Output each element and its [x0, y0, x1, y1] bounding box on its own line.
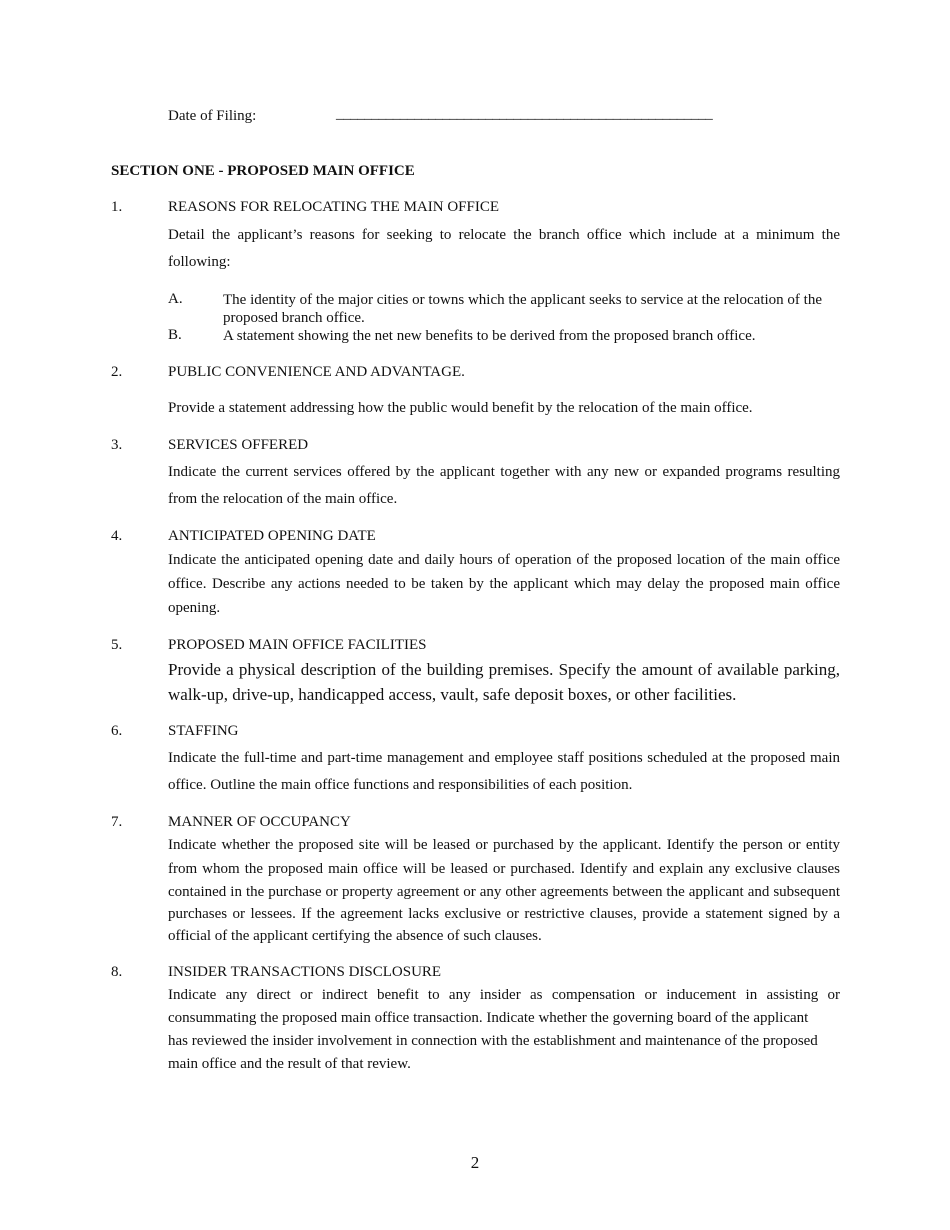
item-heading: SERVICES OFFERED — [168, 437, 309, 453]
item-body-line: Detail the applicant’s reasons for seeking to relocate the branch office which include at a minimum the — [168, 227, 840, 243]
subitem-letter: A. — [168, 291, 183, 307]
subitem-text: A statement showing the net new benefits to be derived from the proposed branch office. — [223, 328, 756, 344]
item-body-line: Indicate the current services offered by the applicant together with any new or expanded programs resulting — [168, 464, 840, 480]
item-heading: REASONS FOR RELOCATING THE MAIN OFFICE — [168, 199, 500, 215]
item-body-line: contained in the purchase or property agreement or any other agreements between the applicant and subsequent — [168, 884, 840, 900]
item-body-line: walk-up, drive-up, handicapped access, vault, safe deposit boxes, or other facilities. — [168, 685, 737, 704]
section-title: SECTION ONE - PROPOSED MAIN OFFICE — [111, 163, 415, 179]
item-body-line: from whom the proposed main office will be leased or purchased. Identify and explain any exclusive clauses — [168, 861, 840, 877]
item-heading: INSIDER TRANSACTIONS DISCLOSURE — [168, 964, 442, 980]
item-heading: STAFFING — [168, 723, 239, 739]
item-body-line: Indicate whether the proposed site will be leased or purchased by the applicant. Identify the person or entity — [168, 837, 840, 853]
item-body-line: Provide a statement addressing how the public would benefit by the relocation of the main office. — [168, 400, 753, 416]
item-number: 5. — [111, 637, 123, 653]
item-number: 3. — [111, 437, 123, 453]
item-body-line: consummating the proposed main office transaction. Indicate whether the governing board of the applicant — [168, 1010, 809, 1026]
subitem-text: The identity of the major cities or towns which the applicant seeks to service at the relocation of the proposed branch office. — [223, 292, 822, 326]
item-body-line: main office and the result of that review. — [168, 1056, 411, 1072]
item-number: 2. — [111, 364, 123, 380]
item-body-line: official of the applicant certifying the absence of such clauses. — [168, 928, 542, 944]
page-number: 2 — [470, 1153, 480, 1172]
item-number: 7. — [111, 814, 123, 830]
subitem-letter: B. — [168, 327, 182, 343]
item-body-line: Indicate any direct or indirect benefit to any insider as compensation or inducement in assisting or — [168, 987, 840, 1003]
item-body-line: office. Outline the main office functions and responsibilities of each position. — [168, 777, 633, 793]
item-body-line: has reviewed the insider involvement in connection with the establishment and maintenance of the proposed — [168, 1033, 818, 1049]
item-body-line: following: — [168, 254, 231, 270]
item-body-line: office. Describe any actions needed to be taken by the applicant which may delay the proposed main office — [168, 576, 840, 592]
item-heading: ANTICIPATED OPENING DATE — [168, 528, 376, 544]
item-number: 8. — [111, 964, 123, 980]
item-number: 4. — [111, 528, 123, 544]
item-body-line: from the relocation of the main office. — [168, 491, 398, 507]
item-body-line: Provide a physical description of the building premises. Specify the amount of available parking, — [168, 660, 840, 679]
item-body-line: opening. — [168, 600, 221, 616]
item-heading: MANNER OF OCCUPANCY — [168, 814, 351, 830]
item-body-line: purchases or lessees. If the agreement lacks exclusive or restrictive clauses, provide a statement signed by a — [168, 906, 840, 922]
date-of-filing-label: Date of Filing: — [168, 108, 257, 124]
item-number: 6. — [111, 723, 123, 739]
item-number: 1. — [111, 199, 123, 215]
item-heading: PUBLIC CONVENIENCE AND ADVANTAGE. — [168, 364, 465, 380]
item-body-line: Indicate the anticipated opening date and daily hours of operation of the proposed location of the main office — [168, 552, 840, 568]
date-of-filing-blank: _____________________________________________________ — [336, 106, 713, 122]
item-heading: PROPOSED MAIN OFFICE FACILITIES — [168, 637, 427, 653]
item-body-line: Indicate the full-time and part-time management and employee staff positions scheduled at the proposed main — [168, 750, 840, 766]
